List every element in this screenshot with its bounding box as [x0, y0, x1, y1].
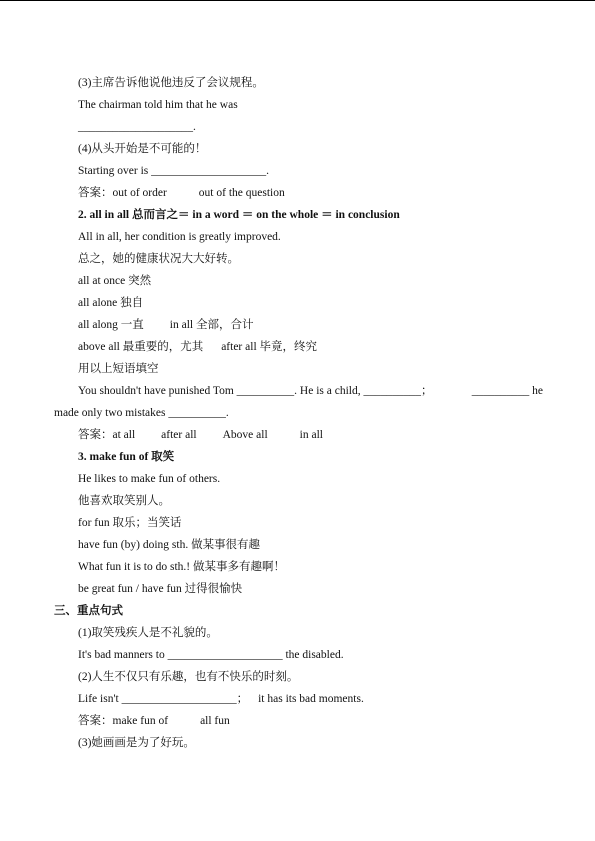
section-heading-key-sentences: 三、重点句式: [54, 605, 123, 617]
answer-line-3: [0, 710, 595, 732]
answer-2a: 答案：at all: [78, 429, 136, 441]
key-sentence-1-en: It's bad manners to ____________________ the disabled.: [78, 649, 344, 661]
phrase-all-along: [0, 314, 595, 336]
heading-make-fun-of: 3. make fun of 取笑: [78, 451, 175, 463]
phrase-in-all-text: in all 全部，合计: [169, 319, 254, 331]
phrase-all-along-text: all along 一直: [78, 319, 144, 331]
make-fun-example-en: He likes to make fun of others.: [78, 473, 221, 485]
phrase-after-all-text: after all 毕竟，终究: [221, 341, 318, 353]
fill-in-instruction: 用以上短语填空: [78, 363, 159, 375]
exercise-4-sentence: Starting over is ____________________.: [78, 165, 270, 177]
answer-1b: out of the question: [198, 187, 285, 199]
header-rule: [0, 0, 595, 1]
answer-2c: Above all: [222, 429, 268, 441]
fill-in-sentence-1-main: You shouldn't have punished Tom __________. He is a child, __________；: [78, 385, 433, 397]
phrase-all-alone: all alone 独自: [78, 297, 144, 309]
answer-3b: all fun: [200, 715, 230, 727]
answer-1a: 答案：out of order: [78, 187, 167, 199]
exercise-3-blank: ____________________.: [78, 121, 196, 133]
key-sentence-3-prompt: (3)她画画是为了好玩。: [78, 737, 195, 749]
exercise-3-prompt: (3)主席告诉他说他违反了会议规程。: [78, 77, 264, 89]
key-sentence-2-prompt: (2)人生不仅只有乐趣，也有不快乐的时刻。: [78, 671, 299, 683]
exercise-3-sentence: The chairman told him that he was: [78, 99, 238, 111]
answer-2b: after all: [161, 429, 197, 441]
make-fun-example-zh: 他喜欢取笑别人。: [78, 495, 170, 507]
phrase-above-all-text: above all 最重要的，尤其: [78, 341, 204, 353]
phrase-for-fun: for fun 取乐；当笑话: [78, 517, 182, 529]
phrase-what-fun: What fun it is to do sth.! 做某事多有趣啊！: [78, 561, 285, 573]
document-body: [0, 72, 595, 754]
answer-3a: 答案：make fun of: [78, 715, 169, 727]
phrase-great-fun: be great fun / have fun 过得很愉快: [78, 583, 243, 595]
fill-in-sentence-1: [0, 380, 595, 402]
phrase-have-fun-doing: have fun (by) doing sth. 做某事很有趣: [78, 539, 261, 551]
answer-line-1: [0, 182, 595, 204]
key-sentence-2-en: [0, 688, 595, 710]
phrase-all-at-once: all at once 突然: [78, 275, 152, 287]
fill-in-sentence-1-continued: made only two mistakes __________.: [54, 407, 229, 419]
key-sentence-2-en-b: it has its bad moments.: [258, 693, 364, 705]
example-sentence-en: All in all, her condition is greatly improved.: [78, 231, 281, 243]
phrase-above-all: [0, 336, 595, 358]
fill-in-sentence-1-tail: __________ he: [471, 385, 543, 397]
answer-2d: in all: [299, 429, 323, 441]
key-sentence-2-en-a: Life isn't ____________________；: [78, 693, 249, 705]
answer-line-2: [0, 424, 595, 446]
exercise-4-prompt: (4)从头开始是不可能的！: [78, 143, 207, 155]
heading-all-in-all: 2. all in all 总而言之＝ in a word ＝ on the whole ＝ in conclusion: [78, 209, 400, 221]
example-sentence-zh: 总之，她的健康状况大大好转。: [78, 253, 239, 265]
key-sentence-1-prompt: (1)取笑残疾人是不礼貌的。: [78, 627, 218, 639]
